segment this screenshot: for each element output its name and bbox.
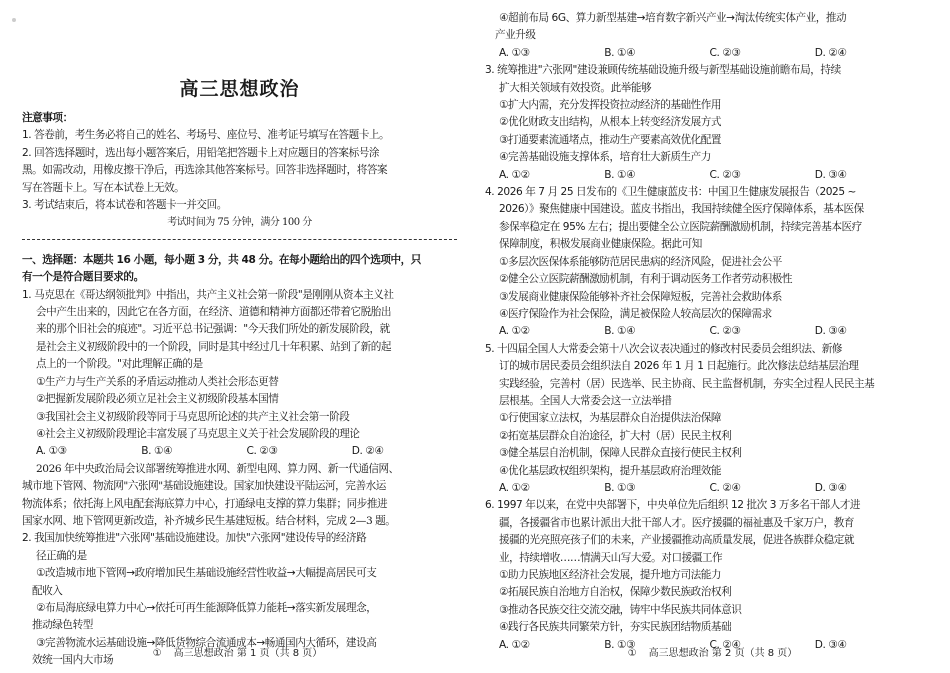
question-stem: 3. 统筹推进"六张网"建设兼顾传统基础设施升级与新型基础设施前瞻布局，持续	[485, 64, 841, 77]
statement-item: ②布局海底绿电算力中心→依托可再生能源降低算力能耗→落实新发展理念，	[36, 601, 377, 614]
statement-item: ④社会主义初级阶段理论丰富发展了马克思主义关于社会发展阶段的理论	[36, 427, 360, 440]
page-1-column	[22, 54, 457, 670]
reading-material	[22, 461, 457, 531]
notice-line: 2. 回答选择题时，选出每小题答案后，用铅笔把答题卡上对应题目的答案标号涂	[22, 146, 380, 159]
page-2	[475, 0, 950, 673]
statement-item: ④超前布局 6G、算力新型基建→培育数字新兴产业→淘汰传统实体产业，推动	[499, 12, 847, 24]
question-stem: 参保率稳定在 95% 左右；提出要健全公立医院薪酬激励机制，持续完善基本医疗	[499, 220, 862, 233]
statement-item: 效统一国内大市场	[32, 654, 114, 667]
notice-line: 1. 答卷前，考生务必将自己的姓名、考场号、座位号、准考证号填写在答题卡上。	[22, 129, 390, 142]
footer-text: 高三思想政治 第 1 页（共 8 页）	[173, 648, 323, 659]
question-stem: 点上的一个阶段。"对此理解正确的是	[36, 358, 203, 371]
statement-item: ②拓展民族自治地方自治权，保障少数民族政治权利	[499, 586, 732, 599]
statement-item: ③推动各民族交往交流交融，铸牢中华民族共同体意识	[499, 603, 742, 616]
question-stem: 实践经验，完善村（居）民选举、民主协商、民主监督机制，夯实全过程人民民主基	[499, 377, 875, 390]
option-a: A. ①②	[499, 481, 530, 494]
footer-mark: ①	[152, 648, 162, 659]
question-4	[485, 184, 920, 341]
statement-item: ②把握新发展阶段必须立足社会主义初级阶段基本国情	[36, 393, 279, 406]
question-stem: 疆，各援疆省市也累计派出大批干部人才。医疗援疆的福祉惠及千家万户，教育	[499, 516, 855, 529]
statement-item: ④医疗保险作为社会保险，满足被保险人较高层次的保障需求	[499, 307, 772, 320]
statement-item: ①改造城市地下管网→政府增加民生基础设施经营性收益→大幅提高居民可支	[36, 567, 377, 580]
statement-item: ④完善基础设施支撑体系，培育壮大新质生产力	[499, 151, 711, 164]
statement-item: ①多层次医保体系能够防范居民患病的经济风险，促进社会公平	[499, 255, 782, 268]
answer-options	[485, 45, 920, 62]
statement-item: ③我国社会主义初级阶段等同于马克思所论述的共产主义社会第一阶段	[36, 410, 350, 423]
option-b: B. ①④	[604, 325, 635, 338]
statement-item: ③发展商业健康保险能够补齐社会保障短板，完善社会救助体系	[499, 290, 782, 303]
question-3	[485, 62, 920, 184]
question-stem: 1. 马克思在《哥达纲领批判》中指出，共产主义社会第一阶段"是刚刚从资本主义社	[22, 288, 394, 301]
material-line: 2026 年中央政治局会议部署统筹推进水网、新型电网、算力网、新一代通信网、	[36, 462, 399, 475]
question-stem: 会中产生出来的，因此它在各方面，在经济、道德和精神方面都还带着它脱胎出	[36, 306, 392, 319]
footer-mark: ①	[627, 648, 637, 659]
option-a: A. ①②	[499, 168, 530, 181]
question-stem: 层根基。全国人大常委会这一立法举措	[499, 394, 672, 407]
option-d: D. ③④	[814, 481, 847, 494]
question-stem: 业，持续增收……情满天山写大爱。对口援疆工作	[499, 551, 723, 564]
section-heading: 有一个是符合题目要求的。	[22, 271, 144, 284]
option-d: D. ③④	[814, 638, 847, 651]
option-b: B. ①④	[141, 445, 172, 458]
notice-line: 3. 考试结束后，将本试卷和答题卡一并交回。	[22, 199, 227, 212]
corner-dot	[12, 18, 16, 22]
answer-options	[485, 323, 920, 340]
option-b: B. ①④	[604, 46, 635, 59]
statement-item: ①生产力与生产关系的矛盾运动推动人类社会形态更替	[36, 375, 279, 388]
question-stem: 5. 十四届全国人大常委会第十八次会议表决通过的修改村民委员会组织法、新修	[485, 342, 843, 355]
option-c: C. ②③	[709, 46, 741, 59]
statement-item: ②健全公立医院薪酬激励机制，有利于调动医务工作者劳动积极性	[499, 273, 793, 286]
question-stem: 2. 我国加快统筹推进"六张网"基础设施建设。加快"六张网"建设传导的经济路	[22, 532, 367, 545]
option-d: D. ②④	[814, 46, 847, 59]
answer-options	[22, 443, 457, 460]
question-stem: 扩大相关领域有效投资。此举能够	[499, 81, 652, 94]
question-stem: 2026）》聚焦健康中国建设。蓝皮书指出，我国持续健全医疗保障体系，基本医保	[499, 203, 864, 216]
option-b: B. ①③	[604, 638, 635, 651]
footer-text: 高三思想政治 第 2 页（共 8 页）	[648, 648, 798, 659]
page-2-column	[485, 10, 920, 654]
question-2-continued	[485, 10, 920, 62]
option-c: C. ②③	[246, 445, 278, 458]
answer-options	[485, 167, 920, 184]
option-d: D. ③④	[814, 168, 847, 181]
option-b: B. ①③	[604, 481, 635, 494]
section-heading: 一、选择题：本题共 16 小题，每小题 3 分，共 48 分。在每小题给出的四个选项中，只	[22, 253, 421, 266]
question-stem: 订的城市居民委员会组织法自 2026 年 1 月 1 日起施行。此次修法总结基层治理	[499, 360, 859, 373]
option-c: C. ②③	[709, 325, 741, 338]
question-stem: 6. 1997 年以来，在党中央部署下，中央单位先后组织 12 批次 3 万多名干部人才进	[485, 499, 861, 512]
statement-item: ③完善物流水运基础设施→降低货物综合流通成本→畅通国内大循环，建设高	[36, 636, 377, 649]
question-stem: 援疆的光亮照亮孩子们的未来，产业援疆推动高质量发展，促进各族群众稳定就	[499, 534, 855, 547]
question-stem: 径正确的是	[36, 549, 87, 562]
notice-list	[22, 127, 457, 214]
page-footer	[475, 644, 950, 659]
statement-item: ①扩大内需，充分发挥投资拉动经济的基础性作用	[499, 99, 722, 112]
question-stem: 来的那个旧社会的痕迹"。习近平总书记强调："今天我们所处的新发展阶段，就	[36, 323, 390, 336]
exam-title: 高三思想政治	[179, 78, 300, 100]
statement-item: ②拓宽基层群众自治途径，扩大村（居）民民主权利	[499, 429, 732, 442]
option-c: C. ②④	[709, 638, 741, 651]
option-a: A. ①②	[499, 638, 530, 651]
answer-options	[485, 480, 920, 497]
material-line: 物流体系；依托海上风电配套海底算力中心，打通绿电支撑的算力集群；同步推进	[22, 497, 388, 510]
statement-item: 产业升级	[495, 29, 536, 42]
option-c: C. ②④	[709, 481, 741, 494]
question-stem: 保障制度，积极发展商业健康保险。据此可知	[499, 238, 702, 251]
statement-item: 配收入	[32, 584, 63, 597]
option-a: A. ①②	[499, 325, 530, 338]
option-a: A. ①③	[499, 46, 530, 59]
exam-info: 考试时间为 75 分钟，满分 100 分	[167, 217, 312, 229]
question-1	[22, 287, 457, 461]
statement-item: ①行使国家立法权，为基层群众自治提供法治保障	[499, 412, 722, 425]
option-d: D. ②④	[351, 445, 384, 458]
statement-item: ④践行各民族共同繁荣方针，夯实民族团结物质基础	[499, 621, 732, 634]
section-divider	[22, 239, 457, 240]
option-b: B. ①④	[604, 168, 635, 181]
statement-item: ②优化财政支出结构，从根本上转变经济发展方式	[499, 116, 722, 129]
material-line: 城市地下管网、物流网"六张网"基础设施建设。国家加快建设平陆运河，完善水运	[22, 480, 386, 493]
option-d: D. ③④	[814, 325, 847, 338]
question-6	[485, 497, 920, 654]
question-5	[485, 341, 920, 498]
notice-line: 写在答题卡上。写在本试卷上无效。	[22, 181, 185, 194]
question-stem: 是社会主义初级阶段中的一个阶段，同时是其中经过几十年积累、站到了新的起	[36, 340, 392, 353]
statement-item: ①助力民族地区经济社会发展，提升地方司法能力	[499, 569, 722, 581]
page-footer	[0, 644, 475, 659]
statement-item: ③健全基层自治机制，保障人民群众直接行使民主权利	[499, 447, 742, 460]
question-stem: 4. 2026 年 7 月 25 日发布的《卫生健康蓝皮书：中国卫生健康发展报告（2025 ~	[485, 186, 856, 199]
notice-line: 黑。如需改动，用橡皮擦干净后，再选涂其他答案标号。回答非选择题时，将答案	[22, 164, 388, 177]
statement-item: ④优化基层政权组织架构，提升基层政府治理效能	[499, 464, 722, 477]
statement-item: 推动绿色转型	[32, 619, 93, 632]
notice-heading: 注意事项：	[22, 112, 73, 124]
option-c: C. ②③	[709, 168, 741, 181]
material-line: 国家水网、地下管网更新改造，补齐城乡民生基建短板。结合材料，完成 2—3 题。	[22, 514, 396, 527]
statement-item: ③打通要素流通堵点，推动生产要素高效优化配置	[499, 133, 722, 146]
option-a: A. ①③	[36, 445, 67, 458]
